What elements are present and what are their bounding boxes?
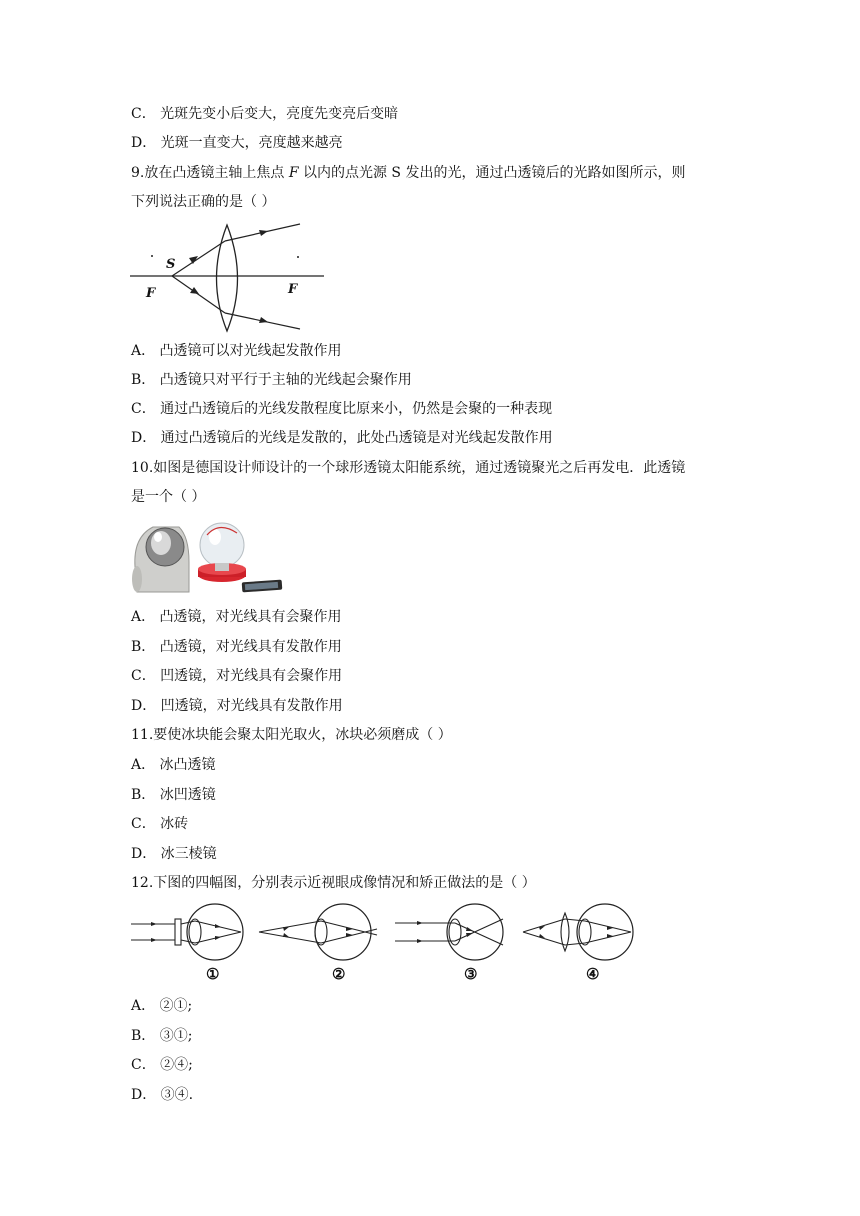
- q9-stem-focus-symbol: F: [288, 165, 299, 181]
- q9-stem-part1: 9.放在凸透镜主轴上焦点: [131, 165, 289, 181]
- q9-option-c: C． 通过凸透镜后的光线发散程度比原来小，仍然是会聚的一种表现: [131, 401, 553, 417]
- q12-fig-label-3: ③: [464, 965, 478, 983]
- q10-option-a: A． 凸透镜，对光线具有会聚作用: [131, 609, 342, 625]
- q9-option-b: B． 凸透镜只对平行于主轴的光线起会聚作用: [131, 372, 412, 388]
- q12-eye-figure-1: [131, 904, 243, 960]
- q12-eye-diagrams: [131, 899, 641, 987]
- q10-stem-line1: 10.如图是德国设计师设计的一个球形透镜太阳能系统，通过透镜聚光之后再发电．此透镜: [131, 460, 686, 476]
- q12-eye-figure-2: [259, 904, 377, 960]
- q12-fig-label-2: ②: [332, 965, 346, 983]
- q10-solar-lens-photo: [131, 517, 287, 595]
- q9-fig-label-s: S: [166, 257, 176, 272]
- q9-stem-line2: 下列说法正确的是（ ）: [131, 194, 276, 210]
- q10-option-c: C． 凹透镜，对光线具有会聚作用: [131, 668, 343, 684]
- q12-option-b: B． ③①;: [131, 1028, 193, 1044]
- q12-fig-label-1: ①: [206, 965, 220, 983]
- q12-option-a: A． ②①;: [131, 998, 193, 1014]
- q9-option-a: A． 凸透镜可以对光线起发散作用: [131, 343, 342, 359]
- q11-option-c: C． 冰砖: [131, 816, 189, 832]
- q12-option-c: C． ②④;: [131, 1057, 193, 1073]
- q11-option-b: B． 冰凹透镜: [131, 787, 216, 803]
- q9-stem-line1: [131, 164, 685, 182]
- q9-fig-label-f-left: F: [146, 286, 156, 301]
- q11-stem: 11.要使冰块能会聚太阳光取火，冰块必须磨成（ ）: [131, 727, 452, 743]
- q10-stem-line2: 是一个（ ）: [131, 489, 206, 505]
- q10-option-d: D． 凹透镜，对光线具有发散作用: [131, 698, 343, 714]
- q12-stem: 12.下图的四幅图，分别表示近视眼成像情况和矫正做法的是（ ）: [131, 875, 536, 891]
- q9-fig-label-f-right: F: [288, 282, 298, 297]
- q12-fig-label-4: ④: [586, 965, 600, 983]
- q9-convex-lens-figure: [130, 221, 326, 333]
- q12-eye-figure-4: [523, 904, 633, 960]
- q9-stem-part2: 以内的点光源 S 发出的光，通过凸透镜后的光路如图所示，则: [298, 165, 686, 181]
- q8-option-c: C． 光斑先变小后变大，亮度先变亮后变暗: [131, 106, 399, 122]
- q11-option-d: D． 冰三棱镜: [131, 846, 217, 862]
- q12-option-d: D． ③④.: [131, 1087, 194, 1103]
- q11-option-a: A． 冰凸透镜: [131, 757, 216, 773]
- q10-option-b: B． 凸透镜，对光线具有发散作用: [131, 639, 342, 655]
- q12-eye-figure-3: [395, 904, 503, 960]
- q9-option-d: D． 通过凸透镜后的光线是发散的，此处凸透镜是对光线起发散作用: [131, 430, 553, 446]
- q8-option-d: D． 光斑一直变大，亮度越来越亮: [131, 135, 343, 151]
